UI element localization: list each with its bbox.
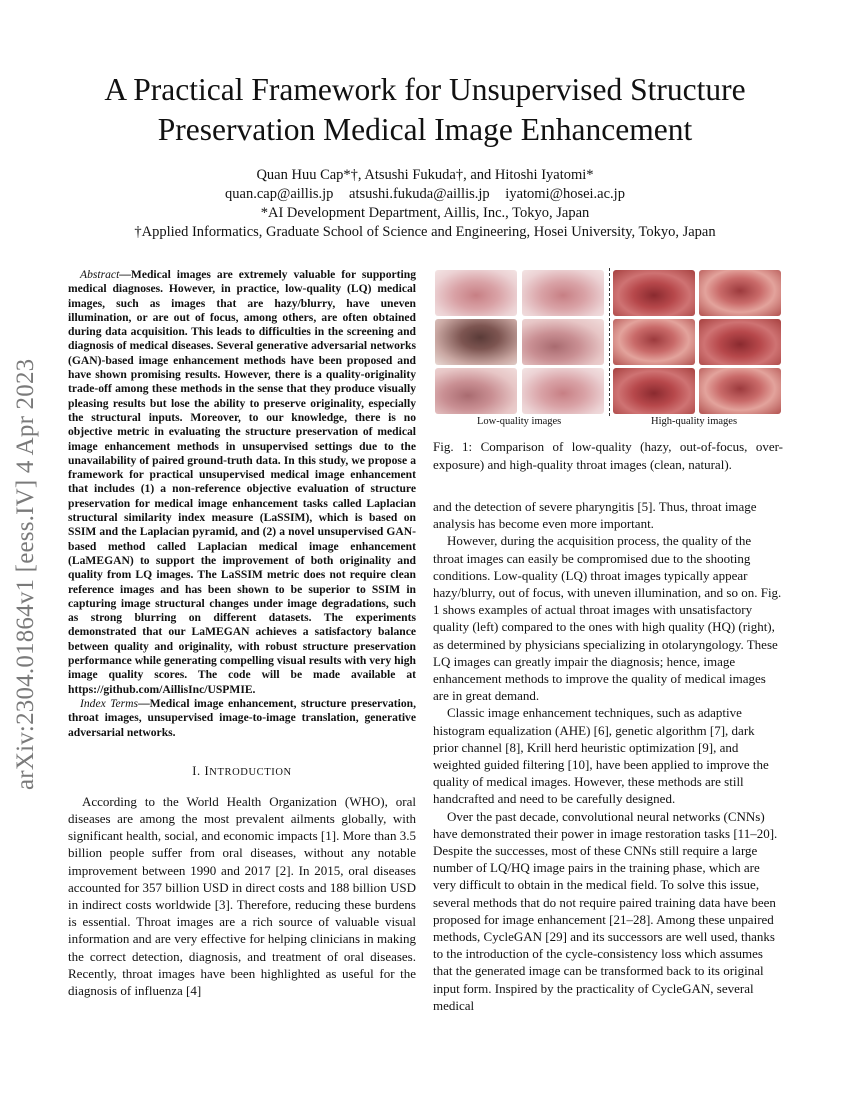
arxiv-sidebar [12, 358, 52, 830]
index-terms [68, 697, 416, 740]
hq-throat-image [699, 368, 781, 414]
figure-1-caption: Fig. 1: Comparison of low-quality (hazy, out-of-focus, over-exposure) and high-quality throat images (clean, natural). [433, 439, 783, 472]
lq-throat-image [522, 319, 604, 365]
abstract-label: Abstract [80, 268, 120, 281]
body-paragraph-4: Over the past decade, convolutional neural networks (CNNs) have demonstrated their power in image restoration tasks [11–20]. Despite the successes, most of these CNNs still require a large number of LQ/HQ image pairs in the training phase, which are very difficult to obtain in the medical field. To solve this issue, several methods that do not require paired training data have been proposed for image enhancement [21–28]. Among these unpaired methods, CycleGAN [29] and its successors are well used, thanks to the introduction of the cycle-consistency loss which assumes that the generated image can be transformed back to its original input form. Inspired by the practicality of CycleGAN, several medical [433, 808, 778, 1013]
lq-throat-image [435, 270, 517, 316]
title-line-2: Preservation Medical Image Enhancement [157, 112, 693, 147]
title-line-1: A Practical Framework for Unsupervised Structure [104, 72, 746, 107]
abstract [68, 268, 416, 697]
figure-1 [433, 268, 783, 434]
hq-throat-image [699, 270, 781, 316]
body-paragraph-1: and the detection of severe pharyngitis [5]. Thus, throat image analysis has become even more important. [433, 499, 757, 532]
left-column [68, 268, 416, 999]
email-3: iyatomi@hosei.ac.jp [505, 186, 625, 202]
index-terms-label: Index Terms [80, 696, 139, 710]
body-paragraph-2: However, during the acquisition process, the quality of the throat images can easily be compromised due to the shooting conditions. Low-quality (LQ) throat images typically appear hazy/blurry, out of focus, with uneven illumination, and so on. Fig. 1 shows examples of actual throat images with unsatisfactory quality (left) compared to the ones with high quality (HQ) (right), as determined by physicians specializing in otolaryngology. These LQ images can greatly impair the diagnosis; hence, image enhancement methods to improve the quality of medical images are in great demand. [433, 533, 782, 704]
figure-label-low-quality: Low-quality images [477, 416, 562, 427]
lq-throat-image [522, 368, 604, 414]
hq-throat-image [613, 368, 695, 414]
section-number: I. [192, 763, 201, 778]
figure-image-grid [433, 268, 783, 416]
affiliation-2: †Applied Informatics, Graduate School of Science and Engineering, Hosei University, Tokyo, Japan [134, 224, 716, 240]
section-title-rest: NTRODUCTION [209, 766, 292, 778]
author-names: Quan Huu Cap*†, Atsushi Fukuda†, and Hitoshi Iyatomi* [256, 167, 594, 183]
right-column [433, 498, 783, 1014]
lq-throat-image [435, 319, 517, 365]
section-heading-introduction [68, 764, 416, 779]
figure-label-high-quality: High-quality images [651, 416, 738, 427]
index-terms-text: —Medical image enhancement, structure preservation, throat images, unsupervised image-to-image translation, generative adversarial networks. [68, 696, 416, 739]
body-paragraph-3: Classic image enhancement techniques, such as adaptive histogram equalization (AHE) [6], genetic algorithm [7], dark prior channel [8], Krill herd heuristic optimization [9], and weighted guided filtering [10], have been applied to improve the quality of medical images. However, these methods are still handcrafted and need to be carefully designed. [433, 705, 769, 807]
author-emails [100, 185, 750, 204]
lq-throat-image [435, 368, 517, 414]
arxiv-identifier: arXiv:2304.01864v1 [eess.IV] 4 Apr 2023 [12, 358, 39, 790]
lq-throat-image [522, 270, 604, 316]
email-1: quan.cap@aillis.jp [225, 186, 334, 202]
intro-paragraph-1: According to the World Health Organization (WHO), oral diseases are among the most prevalent ailments globally, with significant health, social, and economic impacts [1]. More than 3.5 billion people suffer from oral diseases, without any notable improvement between 1990 and 2017 [2]. In 2015, oral diseases accounted for 357 billion USD in direct costs and 188 billion USD in indirect costs worldwide [3]. Therefore, reducing these burdens is essential. Throat images are a rich source of valuable visual information and are very effective for helping clinicians in making the correct detection, diagnosis, and treatment of oral diseases. Recently, throat images have been highlighted as useful for the diagnosis of influenza [4] [68, 793, 416, 999]
hq-throat-image [699, 319, 781, 365]
section-title-initial: I [204, 763, 210, 778]
hq-throat-image [613, 319, 695, 365]
hq-throat-image [613, 270, 695, 316]
figure-divider [609, 268, 610, 416]
author-block [100, 166, 750, 242]
affiliation-1: *AI Development Department, Aillis, Inc., Tokyo, Japan [260, 205, 590, 221]
abstract-text: —Medical images are extremely valuable for supporting medical diagnoses. However, in practice, low-quality (LQ) medical images, such as images that are hazy/blurry, have uneven illumination, or are out of focus, among others, are often obtained during data acquisition. This leads to difficulties in the screening and diagnosis of medical diseases. Several generative adversarial networks (GAN)-based image enhancement methods have been proposed and have shown promising results. However, there is a quality-originality trade-off among these methods in the sense that they produce visually pleasing results but lose the ability to preserve originality, especially the structural inputs. Moreover, to our knowledge, there is no objective metric in evaluating the structure preservation of medical image enhancement methods in unsupervised settings due to the unavailability of paired ground-truth data. In this study, we propose a framework for practical unsupervised medical image enhancement that includes (1) a non-reference objective evaluation of structure preservation for medical image enhancement tasks called Laplacian structural similarity index measure (LaSSIM), which is based on SSIM and the Laplacian pyramid, and (2) a novel unsupervised GAN-based method called Laplacian medical image enhancement (LaMEGAN) to support the improvement of both originality and quality from LQ images. The LaSSIM metric does not require clean reference images and has been shown to be superior to SSIM in capturing image structural changes under image degradations, such as strong blurring on different datasets. The experiments demonstrated that our LaMEGAN achieves a satisfactory balance between quality and originality, with robust structure preservation performance while generating compelling visual results with very high image quality scores. The code will be made available at https://github.com/AillisInc/USPMIE. [68, 268, 416, 696]
paper-title [60, 70, 790, 150]
email-2: atsushi.fukuda@aillis.jp [349, 186, 490, 202]
